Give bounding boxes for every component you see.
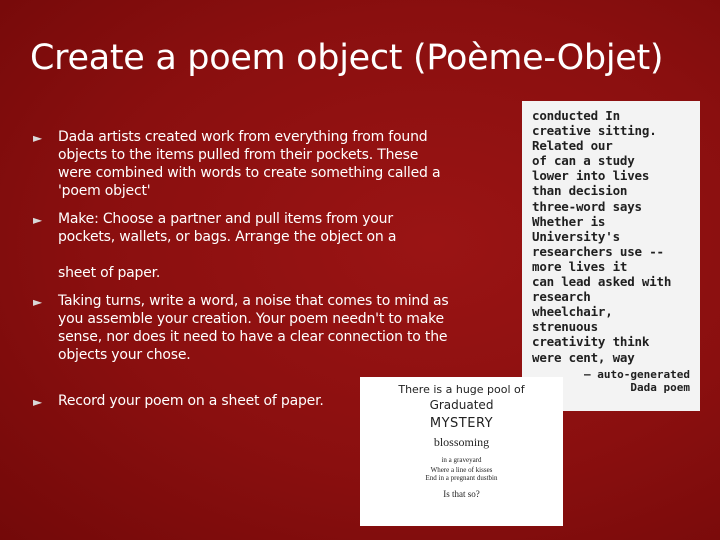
signature-line: — auto-generated (584, 367, 690, 381)
bullet-item (33, 292, 453, 364)
triangle-bullet-icon: ► (33, 213, 43, 227)
poem-line: research (532, 289, 591, 305)
triangle-bullet-icon: ► (33, 295, 43, 309)
poem-object-line: in a graveyard (441, 456, 482, 464)
poem-line: than decision (532, 183, 628, 199)
poem-object-line: There is a huge pool of (398, 383, 525, 396)
poem-object-line: MYSTERY (429, 416, 494, 431)
triangle-bullet-icon: ► (33, 395, 43, 409)
poem-line: researchers use -- (532, 243, 664, 259)
bullet-text: Make: Choose a partner and pull items from your pockets, wallets, or bags. Arrange the object on a (58, 211, 397, 245)
poem-object-line: End in a pregnant dustbin (425, 474, 498, 482)
poem-line: creativity think (532, 334, 650, 350)
bullet-item (33, 128, 453, 200)
poem-line: lower into lives (532, 168, 650, 184)
poem-line: Whether is (532, 213, 606, 229)
poem-line: more lives it (532, 258, 628, 274)
bullet-text: Taking turns, write a word, a noise that comes to mind as you assemble your creation. Your poem needn't to make sense, nor does it need to have a clear connection to the objects your chose. (58, 293, 449, 363)
signature-line: Dada poem (630, 380, 690, 394)
dada-poem-image (522, 101, 700, 411)
poem-object-line: Is that so? (443, 489, 480, 499)
bullet-item (33, 210, 453, 246)
poem-line: Related our (532, 138, 613, 154)
poem-line: of can a study (532, 153, 635, 169)
slide-title: Create a poem object (Poème-Objet) (30, 38, 664, 78)
poem-line: three-word says (532, 198, 642, 214)
poem-object-line: blossoming (433, 435, 490, 449)
poem-line: were cent, way (532, 349, 635, 365)
poem-line: wheelchair, (532, 304, 613, 320)
poem-line: strenuous (532, 319, 598, 335)
poem-line: conducted In (532, 108, 620, 123)
poem-line: University's (532, 228, 620, 244)
bullet-continuation-text: sheet of paper. (58, 265, 161, 281)
bullet-text: Dada artists created work from everything from found objects to the items pulled from their pockets. These were combined with words to create something called a 'poem object' (58, 129, 441, 199)
poem-object-image (360, 377, 563, 526)
poem-object-line: Graduated (429, 398, 494, 412)
poem-object-line: Where a line of kisses (430, 466, 493, 474)
triangle-bullet-icon: ► (33, 131, 43, 145)
bullet-text: Record your poem on a sheet of paper. (58, 393, 324, 409)
poem-line: can lead asked with (532, 274, 672, 290)
poem-line: creative sitting. (532, 123, 657, 139)
